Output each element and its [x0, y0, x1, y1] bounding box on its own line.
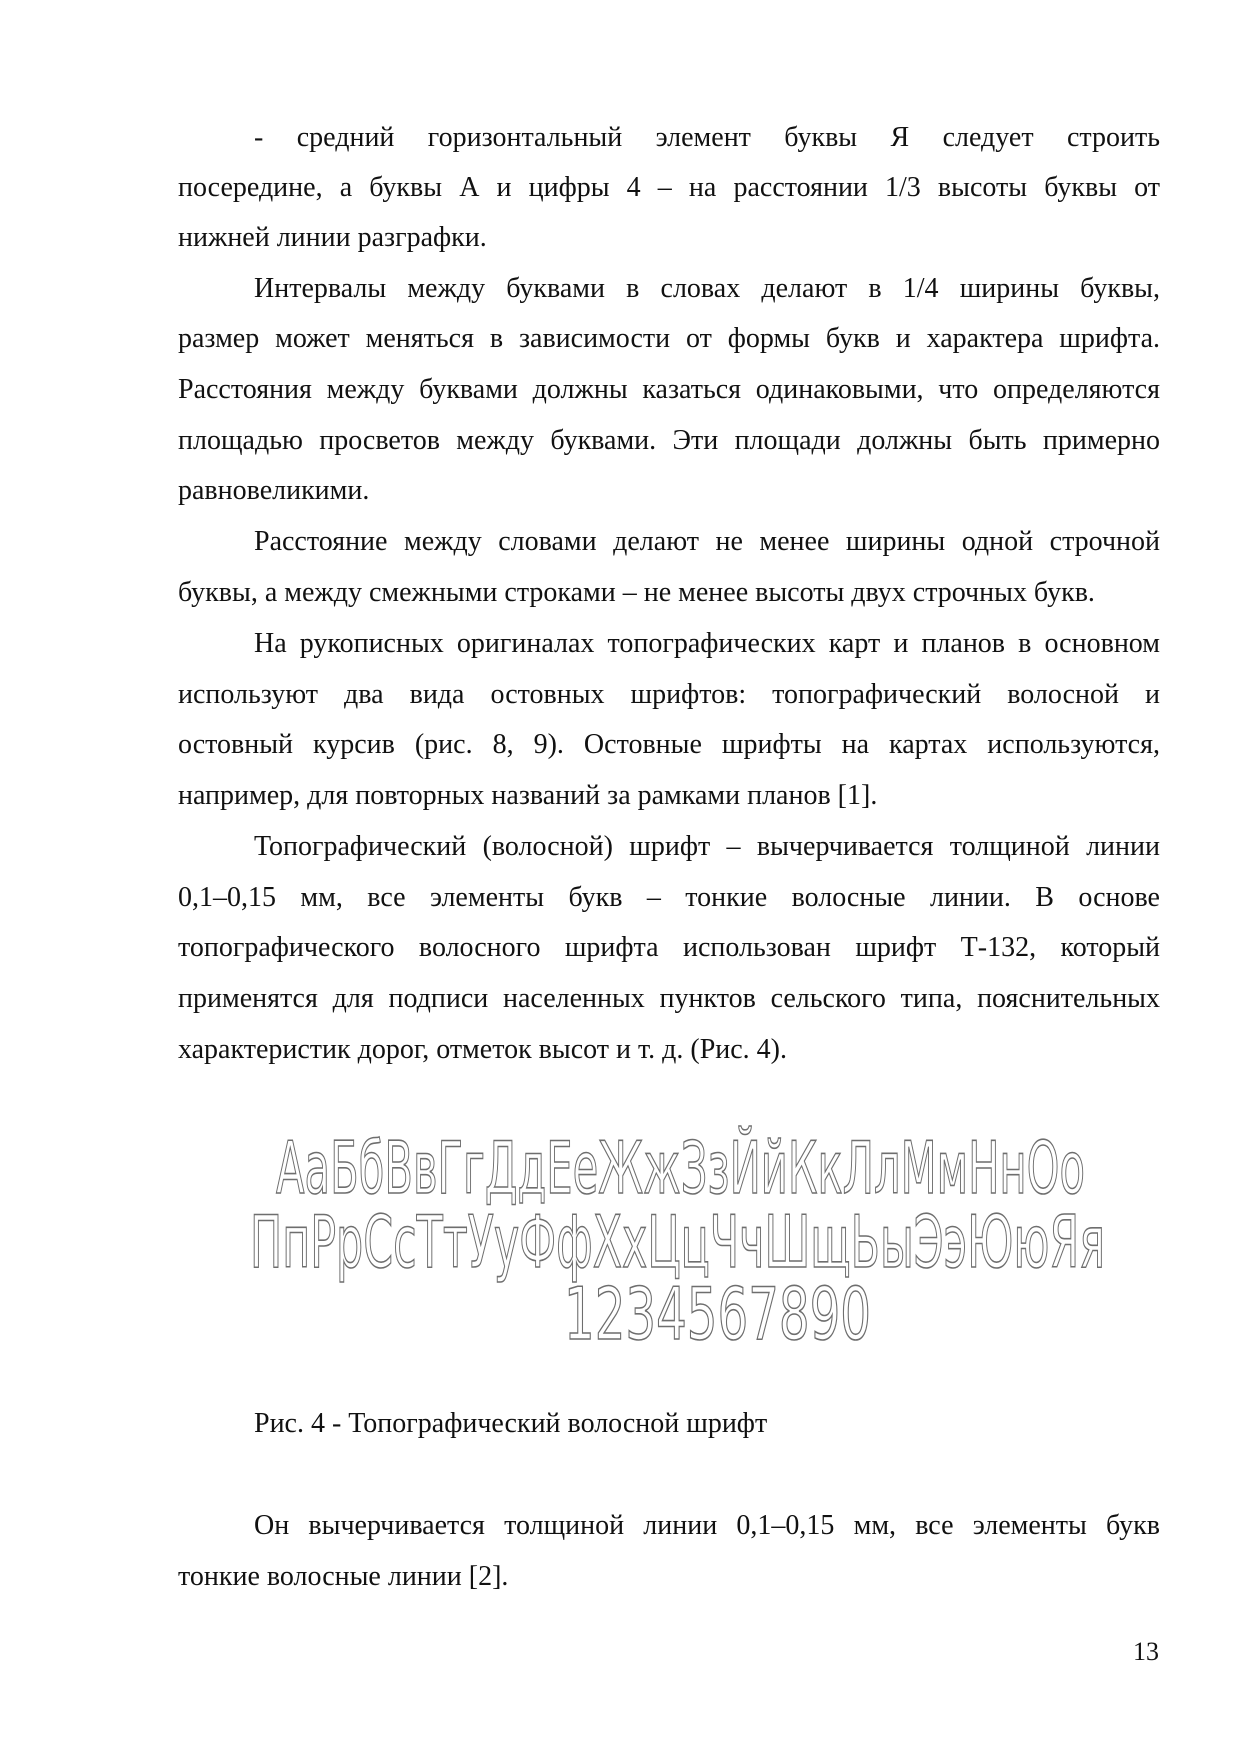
text-line: - средний горизонтальный элемент буквы Я следует строить	[254, 122, 1160, 153]
text-line: применятся для подписи населенных пунктов сельского типа, пояснительных	[178, 983, 1160, 1014]
text-line: Расстояние между словами делают не менее ширины одной строчной	[254, 526, 1160, 557]
text-line: используют два вида остовных шрифтов: топографический волосной и	[178, 679, 1160, 710]
font-sample-row: 1234567890	[564, 1272, 871, 1350]
text-line: Расстояния между буквами должны казаться одинаковыми, что определяются	[178, 374, 1160, 405]
text-line: Топографический (волосной) шрифт – вычерчивается толщиной линии	[254, 831, 1160, 862]
text-line: например, для повторных названий за рамками планов [1].	[178, 780, 878, 811]
font-sample-row: ПпРрСсТтУуФфХхЦцЧчШщЬыЭэЮюЯя	[250, 1200, 1105, 1284]
text-line: Интервалы между буквами в словах делают в 1/4 ширины буквы,	[254, 273, 1160, 304]
text-line: нижней линии разграфки.	[178, 222, 487, 253]
text-line: буквы, а между смежными строками – не менее высоты двух строчных букв.	[178, 577, 1095, 608]
text-line: На рукописных оригиналах топографических карт и планов в основном	[254, 628, 1160, 659]
text-line: остовный курсив (рис. 8, 9). Остовные шрифты на картах используются,	[178, 729, 1160, 760]
page-number: 13	[1133, 1637, 1159, 1666]
font-sample-figure	[0, 1120, 1241, 1350]
text-line: равновеликими.	[178, 475, 370, 506]
figure-caption: Рис. 4 - Топографический волосной шрифт	[254, 1408, 768, 1439]
text-line: площадью просветов между буквами. Эти площади должны быть примерно	[178, 425, 1160, 456]
text-line: тонкие волосные линии [2].	[178, 1561, 509, 1592]
text-line: 0,1–0,15 мм, все элементы букв – тонкие волосные линии. В основе	[178, 882, 1160, 913]
text-line: посередине, а буквы А и цифры 4 – на расстоянии 1/3 высоты буквы от	[178, 172, 1160, 203]
text-line: топографического волосного шрифта использован шрифт Т-132, который	[178, 932, 1160, 963]
text-line: размер может меняться в зависимости от формы букв и характера шрифта.	[178, 323, 1160, 354]
text-line: Он вычерчивается толщиной линии 0,1–0,15 мм, все элементы букв	[254, 1510, 1160, 1541]
text-line: характеристик дорог, отметок высот и т. д. (Рис. 4).	[178, 1034, 787, 1065]
font-sample-row: АаБбВвГгДдЕеЖжЗзЙйКкЛлМмНнОо	[276, 1126, 1085, 1210]
